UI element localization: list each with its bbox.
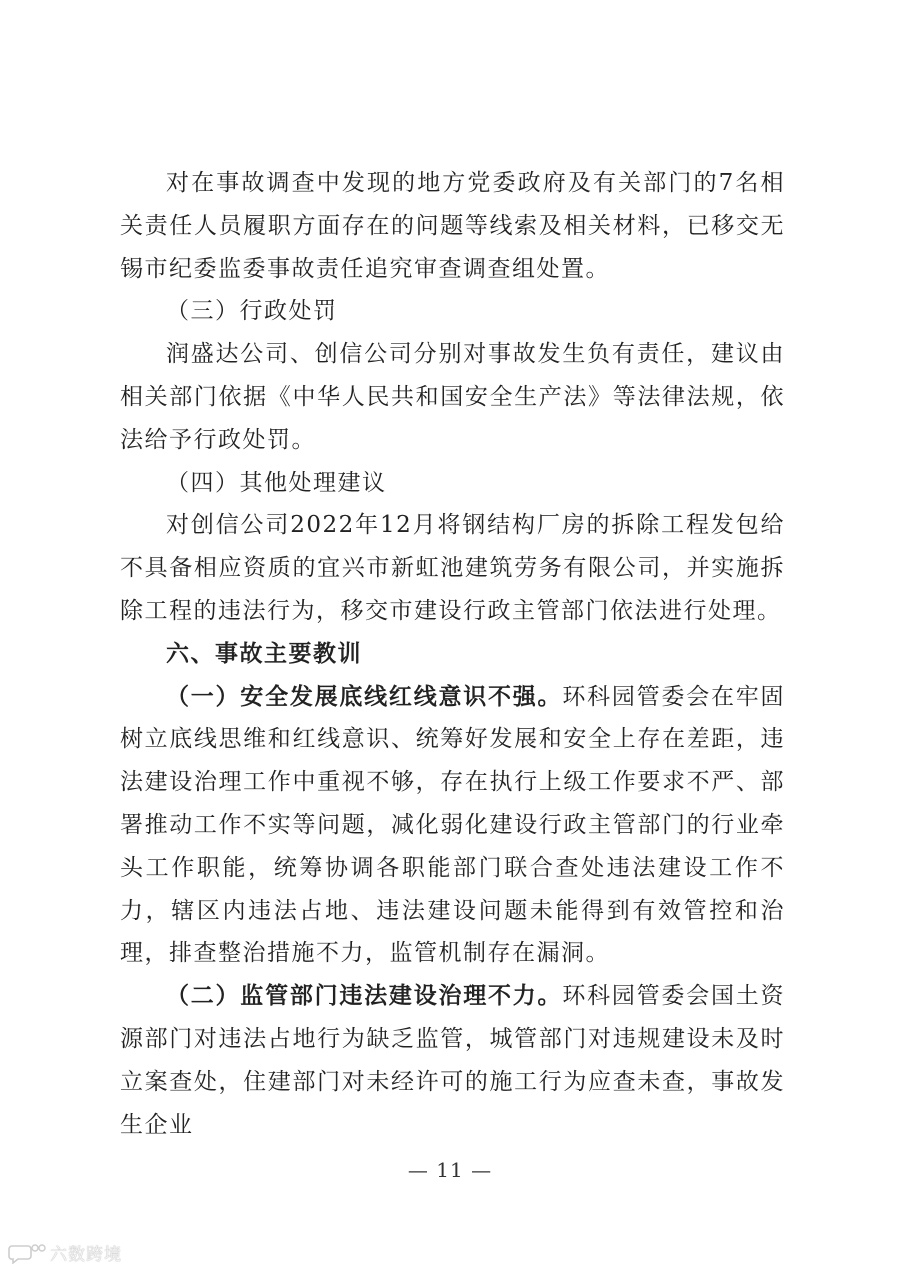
- heading-other-suggestions: （四）其他处理建议: [166, 469, 387, 496]
- paragraph-accountability: 对在事故调查中发现的地方党委政府及有关部门的7名相关责任人员履职方面存在的问题等线索及相关材料，已移交无锡市纪委监委事故责任追究审查调查组处置。: [120, 170, 785, 282]
- chat-bubble-icon: [8, 1242, 46, 1264]
- page-number: — 11 —: [407, 1158, 493, 1182]
- lesson-2-body: 环科园管委会国土资源部门对违法占地行为缺乏监管，城管部门对违规建设未及时立案查处，住建部门对未经许可的施工行为应查未查，事故发生企业: [120, 983, 786, 1138]
- paragraph-penalty: 润盛达公司、创信公司分别对事故发生负有责任，建议由相关部门依据《中华人民共和国安全生产法》等法律法规，依法给予行政处罚。: [120, 341, 785, 453]
- paragraph-lesson-1: [120, 676, 785, 976]
- lesson-1-lead: （一）安全发展底线红线意识不强。: [166, 683, 563, 710]
- heading-administrative-penalty: （三）行政处罚: [166, 298, 338, 325]
- paragraph-other-suggestions: 对创信公司2022年12月将钢结构厂房的拆除工程发包给不具备相应资质的宜兴市新虹池建筑劳务有限公司，并实施拆除工程的违法行为，移交市建设行政主管部门依法进行处理。: [120, 512, 785, 624]
- paragraph-lesson-2: [120, 975, 785, 1146]
- section-heading-lessons: 六、事故主要教训: [166, 640, 362, 667]
- document-body: [120, 162, 785, 1146]
- watermark-text: 六数跨境: [50, 1245, 122, 1265]
- watermark: [8, 1240, 122, 1265]
- lesson-2-lead: （二）监管部门违法建设治理不力。: [166, 983, 563, 1010]
- lesson-1-body: 环科园管委会在牢固树立底线思维和红线意识、统筹好发展和安全上存在差距，违法建设治理工作中重视不够，存在执行上级工作要求不严、部署推动工作不实等问题，减化弱化建设行政主管部门的行业牵头工作职能，统筹协调各职能部门联合查处违法建设工作不力，辖区内违法占地、违法建设问题未能得到有效管控和治理，排查整治措施不力，监管机制存在漏洞。: [120, 683, 786, 967]
